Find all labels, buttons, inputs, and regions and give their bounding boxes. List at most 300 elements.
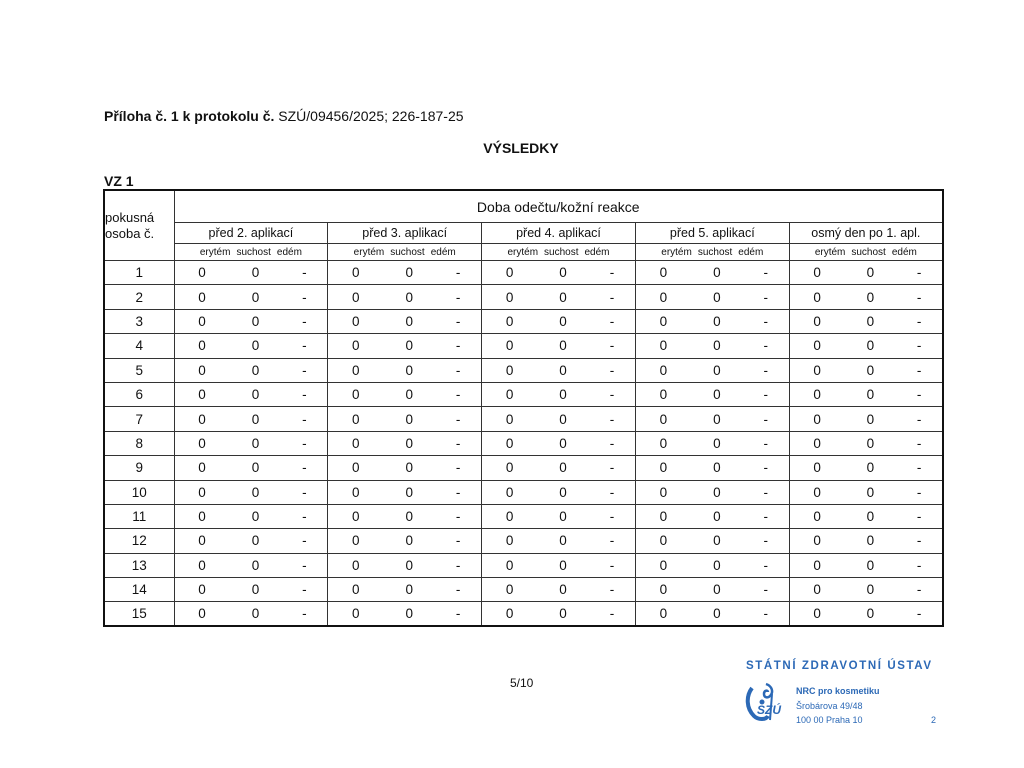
reaction-value: 0 xyxy=(659,484,668,500)
reaction-value: 0 xyxy=(559,289,567,305)
reaction-value: 0 xyxy=(505,265,514,281)
reaction-value: 0 xyxy=(352,411,360,427)
reaction-value: 0 xyxy=(713,582,721,598)
reaction-cell xyxy=(482,334,636,358)
reaction-value: 0 xyxy=(198,582,206,598)
table-row xyxy=(104,261,943,285)
table-row xyxy=(104,285,943,309)
person-header-line1: pokusná xyxy=(105,209,155,225)
reaction-value: 0 xyxy=(251,265,260,281)
table-row xyxy=(104,578,943,602)
reaction-value: - xyxy=(916,484,922,500)
application-header: před 4. aplikací xyxy=(482,223,636,244)
reaction-value: 0 xyxy=(405,533,414,549)
reaction-cell xyxy=(635,504,789,528)
reaction-value: - xyxy=(916,362,922,378)
reaction-value: 0 xyxy=(559,582,567,598)
logo-text: SZÚ xyxy=(757,703,781,717)
reaction-value: 0 xyxy=(813,582,821,598)
reaction-value: 0 xyxy=(505,338,514,354)
reaction-value: - xyxy=(916,411,922,427)
person-number: 6 xyxy=(104,382,174,406)
protocol-number: SZÚ/09456/2025; 226-187-25 xyxy=(278,108,464,124)
reaction-value: - xyxy=(916,387,922,403)
person-number: 1 xyxy=(104,261,174,285)
reaction-value: 0 xyxy=(352,460,360,476)
reaction-cell xyxy=(174,285,328,309)
reaction-value: 0 xyxy=(352,387,360,403)
reaction-value: 0 xyxy=(659,533,668,549)
reaction-value: - xyxy=(302,313,307,329)
reaction-value: - xyxy=(916,265,922,281)
reaction-value: 0 xyxy=(713,387,721,403)
reaction-value: - xyxy=(302,362,307,378)
reaction-value: 0 xyxy=(866,411,875,427)
reaction-value: 0 xyxy=(713,460,721,476)
reaction-value: 0 xyxy=(559,362,567,378)
reaction-cell xyxy=(482,309,636,333)
reaction-value: 0 xyxy=(352,509,360,525)
reaction-value: 0 xyxy=(251,313,260,329)
reaction-cell xyxy=(328,358,482,382)
reaction-value: 0 xyxy=(405,606,414,622)
reaction-value: 0 xyxy=(813,606,821,622)
reaction-value: - xyxy=(763,606,768,622)
reaction-value: 0 xyxy=(505,557,514,573)
reaction-cell xyxy=(174,578,328,602)
reaction-value: - xyxy=(609,509,615,525)
reaction-value: - xyxy=(455,289,461,305)
reaction-value: 0 xyxy=(505,460,514,476)
reaction-value: - xyxy=(763,484,768,500)
reaction-cell xyxy=(174,529,328,553)
reaction-label: erytém xyxy=(507,246,539,258)
reaction-value: 0 xyxy=(251,582,260,598)
reaction-value: 0 xyxy=(866,582,875,598)
reaction-value: - xyxy=(455,484,461,500)
reaction-value: - xyxy=(609,460,615,476)
reaction-value: 0 xyxy=(866,387,875,403)
reaction-value: 0 xyxy=(405,582,414,598)
reaction-value: 0 xyxy=(813,509,821,525)
reaction-cell xyxy=(328,504,482,528)
reaction-value: 0 xyxy=(813,557,821,573)
reaction-value: - xyxy=(302,289,307,305)
reaction-value: 0 xyxy=(352,484,360,500)
table-row xyxy=(104,504,943,528)
reaction-value: 0 xyxy=(405,435,414,451)
reaction-value: 0 xyxy=(405,265,414,281)
reaction-value: - xyxy=(455,265,461,281)
reaction-value: 0 xyxy=(505,289,514,305)
person-column-header xyxy=(104,190,174,261)
reaction-value: 0 xyxy=(352,582,360,598)
reaction-value: 0 xyxy=(813,411,821,427)
reaction-value: 0 xyxy=(198,338,206,354)
reaction-value: 0 xyxy=(251,435,260,451)
reaction-value: 0 xyxy=(866,289,875,305)
reaction-value: 0 xyxy=(559,435,567,451)
reaction-value: - xyxy=(302,460,307,476)
reaction-value: - xyxy=(609,313,615,329)
reaction-cell xyxy=(328,407,482,431)
reaction-value: 0 xyxy=(866,460,875,476)
reaction-cell xyxy=(174,382,328,406)
reaction-value: 0 xyxy=(866,557,875,573)
reaction-value: 0 xyxy=(352,435,360,451)
reaction-value: - xyxy=(455,509,461,525)
reaction-value: 0 xyxy=(505,387,514,403)
reaction-value: 0 xyxy=(713,533,721,549)
reaction-value: - xyxy=(609,411,615,427)
person-number: 7 xyxy=(104,407,174,431)
reaction-cell xyxy=(328,285,482,309)
reaction-subheader xyxy=(789,244,943,261)
reaction-value: 0 xyxy=(813,265,821,281)
reaction-value: - xyxy=(763,338,768,354)
reaction-value: - xyxy=(916,289,922,305)
person-number: 5 xyxy=(104,358,174,382)
reaction-value: 0 xyxy=(251,460,260,476)
reaction-value: 0 xyxy=(866,484,875,500)
reaction-cell xyxy=(635,431,789,455)
reaction-value: - xyxy=(302,509,307,525)
reaction-value: - xyxy=(302,606,307,622)
reaction-value: 0 xyxy=(813,435,821,451)
reaction-value: 0 xyxy=(713,557,721,573)
reaction-value: - xyxy=(916,435,922,451)
reaction-cell xyxy=(789,309,943,333)
reaction-value: 0 xyxy=(251,362,260,378)
reaction-value: 0 xyxy=(866,265,875,281)
reaction-cell xyxy=(789,334,943,358)
reaction-cell xyxy=(482,407,636,431)
reaction-value: - xyxy=(763,289,768,305)
person-number: 9 xyxy=(104,456,174,480)
reaction-cell xyxy=(328,602,482,626)
table-row xyxy=(104,309,943,333)
reaction-value: 0 xyxy=(866,313,875,329)
reaction-value: 0 xyxy=(866,533,875,549)
reaction-value: - xyxy=(763,557,768,573)
reaction-value: 0 xyxy=(505,313,514,329)
reaction-cell xyxy=(789,382,943,406)
reaction-value: - xyxy=(916,557,922,573)
reaction-cell xyxy=(174,309,328,333)
reaction-value: 0 xyxy=(813,533,821,549)
reaction-value: 0 xyxy=(813,289,821,305)
reaction-label: suchost xyxy=(390,246,425,258)
reaction-cell xyxy=(328,431,482,455)
person-number: 11 xyxy=(104,504,174,528)
reaction-value: 0 xyxy=(659,435,668,451)
person-number: 10 xyxy=(104,480,174,504)
reaction-value: 0 xyxy=(866,338,875,354)
reaction-value: 0 xyxy=(198,411,206,427)
reaction-value: 0 xyxy=(505,533,514,549)
reaction-cell xyxy=(174,407,328,431)
reaction-value: - xyxy=(916,582,922,598)
reaction-value: - xyxy=(916,606,922,622)
reaction-value: 0 xyxy=(198,533,206,549)
reaction-value: - xyxy=(763,509,768,525)
reaction-value: - xyxy=(302,582,307,598)
reaction-value: 0 xyxy=(866,362,875,378)
reaction-value: - xyxy=(302,338,307,354)
reaction-cell xyxy=(482,285,636,309)
reaction-value: 0 xyxy=(659,362,668,378)
reaction-value: 0 xyxy=(659,265,668,281)
reaction-value: - xyxy=(916,460,922,476)
reaction-value: 0 xyxy=(405,557,414,573)
reaction-value: 0 xyxy=(659,582,668,598)
reaction-label: erytém xyxy=(814,246,846,258)
reaction-value: - xyxy=(916,509,922,525)
table-row xyxy=(104,602,943,626)
reaction-value: - xyxy=(763,387,768,403)
person-number: 3 xyxy=(104,309,174,333)
reaction-value: 0 xyxy=(251,557,260,573)
reaction-value: - xyxy=(763,435,768,451)
reaction-cell xyxy=(482,480,636,504)
reaction-label: edém xyxy=(891,246,917,258)
reaction-value: 0 xyxy=(352,557,360,573)
person-number: 4 xyxy=(104,334,174,358)
reaction-value: - xyxy=(455,387,461,403)
reaction-value: 0 xyxy=(405,313,414,329)
table-row xyxy=(104,334,943,358)
reaction-value: 0 xyxy=(659,606,668,622)
reaction-cell xyxy=(635,456,789,480)
reaction-value: 0 xyxy=(251,338,260,354)
reaction-cell xyxy=(482,504,636,528)
reaction-value: 0 xyxy=(251,606,260,622)
reaction-cell xyxy=(174,261,328,285)
reaction-value: 0 xyxy=(198,362,206,378)
reaction-value: 0 xyxy=(198,557,206,573)
reaction-value: 0 xyxy=(559,557,567,573)
reaction-value: 0 xyxy=(405,338,414,354)
reaction-cell xyxy=(328,578,482,602)
reaction-value: 0 xyxy=(505,606,514,622)
reaction-value: 0 xyxy=(713,435,721,451)
reaction-value: 0 xyxy=(405,484,414,500)
reaction-cell xyxy=(635,480,789,504)
reaction-value: - xyxy=(302,533,307,549)
application-header: osmý den po 1. apl. xyxy=(789,223,943,244)
reaction-value: 0 xyxy=(251,387,260,403)
reaction-value: - xyxy=(609,533,615,549)
page-number: 5/10 xyxy=(510,676,534,690)
reaction-cell xyxy=(174,358,328,382)
reaction-label: edém xyxy=(738,246,764,258)
reaction-value: 0 xyxy=(713,313,721,329)
reaction-value: 0 xyxy=(405,460,414,476)
reaction-cell xyxy=(482,602,636,626)
reaction-value: - xyxy=(609,557,615,573)
stamp-institute-name: STÁTNÍ ZDRAVOTNÍ ÚSTAV xyxy=(746,660,933,672)
table-row xyxy=(104,456,943,480)
reaction-value: - xyxy=(916,533,922,549)
reaction-subheader xyxy=(174,244,328,261)
reaction-cell xyxy=(635,529,789,553)
reaction-label: edém xyxy=(584,246,610,258)
reaction-value: - xyxy=(609,338,615,354)
reaction-value: 0 xyxy=(713,509,721,525)
person-header-line2: osoba č. xyxy=(105,225,155,241)
reaction-value: - xyxy=(763,411,768,427)
reaction-value: 0 xyxy=(713,338,721,354)
reaction-value: 0 xyxy=(559,509,567,525)
reaction-value: - xyxy=(609,582,615,598)
reaction-value: 0 xyxy=(198,265,206,281)
table-row xyxy=(104,358,943,382)
reaction-value: 0 xyxy=(713,362,721,378)
reaction-label: erytém xyxy=(661,246,692,258)
reaction-value: 0 xyxy=(251,533,260,549)
reaction-cell xyxy=(328,529,482,553)
reaction-value: 0 xyxy=(813,387,821,403)
reaction-cell xyxy=(635,285,789,309)
reaction-value: 0 xyxy=(813,460,821,476)
reaction-value: 0 xyxy=(659,387,668,403)
reaction-label: suchost xyxy=(236,246,271,258)
reaction-value: 0 xyxy=(866,606,875,622)
application-header: před 3. aplikací xyxy=(328,223,482,244)
reaction-value: - xyxy=(609,362,615,378)
reaction-value: - xyxy=(455,606,461,622)
application-header: před 5. aplikací xyxy=(635,223,789,244)
reaction-label: edém xyxy=(276,246,302,258)
reaction-value: 0 xyxy=(352,362,360,378)
reaction-value: 0 xyxy=(405,289,414,305)
reaction-cell xyxy=(789,504,943,528)
reaction-cell xyxy=(789,480,943,504)
reaction-value: 0 xyxy=(505,435,514,451)
reaction-value: 0 xyxy=(813,362,821,378)
reaction-value: - xyxy=(763,460,768,476)
reaction-cell xyxy=(174,456,328,480)
stamp-number: 2 xyxy=(931,715,937,725)
reaction-value: 0 xyxy=(713,289,721,305)
table-row xyxy=(104,382,943,406)
reaction-value: - xyxy=(763,362,768,378)
reaction-value: 0 xyxy=(559,533,567,549)
reaction-label: suchost xyxy=(851,246,886,258)
section-label: VZ 1 xyxy=(104,173,134,189)
application-header: před 2. aplikací xyxy=(174,223,328,244)
person-number: 13 xyxy=(104,553,174,577)
reaction-value: - xyxy=(609,606,615,622)
reaction-value: 0 xyxy=(251,484,260,500)
reaction-value: 0 xyxy=(559,265,567,281)
reaction-cell xyxy=(174,553,328,577)
reaction-value: 0 xyxy=(405,387,414,403)
reaction-value: - xyxy=(302,557,307,573)
reaction-value: 0 xyxy=(251,411,260,427)
reaction-cell xyxy=(328,261,482,285)
person-number: 8 xyxy=(104,431,174,455)
reaction-value: 0 xyxy=(713,484,721,500)
stamp-street: Šrobárova 49/48 xyxy=(796,701,863,711)
person-number: 2 xyxy=(104,285,174,309)
reaction-value: - xyxy=(302,387,307,403)
reaction-subheader xyxy=(635,244,789,261)
page-title: VÝSLEDKY xyxy=(483,140,559,156)
reaction-cell xyxy=(789,358,943,382)
reaction-value: 0 xyxy=(198,606,206,622)
reaction-value: - xyxy=(455,582,461,598)
reaction-value: - xyxy=(609,289,615,305)
reaction-label: edém xyxy=(430,246,456,258)
reaction-value: 0 xyxy=(559,313,567,329)
reaction-value: 0 xyxy=(559,460,567,476)
reaction-cell xyxy=(635,309,789,333)
reaction-cell xyxy=(635,602,789,626)
reaction-value: 0 xyxy=(659,557,668,573)
reaction-cell xyxy=(174,602,328,626)
reaction-cell xyxy=(789,456,943,480)
table-row xyxy=(104,480,943,504)
reaction-label: suchost xyxy=(697,246,733,258)
reaction-value: 0 xyxy=(352,289,360,305)
reaction-value: 0 xyxy=(505,484,514,500)
reaction-value: 0 xyxy=(198,460,206,476)
reaction-value: - xyxy=(609,435,615,451)
reaction-value: - xyxy=(455,411,461,427)
reaction-value: 0 xyxy=(198,289,206,305)
reaction-cell xyxy=(328,309,482,333)
reaction-value: 0 xyxy=(813,338,821,354)
reaction-value: 0 xyxy=(659,338,668,354)
reaction-cell xyxy=(789,602,943,626)
reaction-value: 0 xyxy=(559,338,567,354)
reaction-value: 0 xyxy=(251,509,260,525)
reaction-cell xyxy=(482,261,636,285)
reaction-value: 0 xyxy=(866,509,875,525)
institute-stamp xyxy=(738,658,958,748)
reaction-value: - xyxy=(916,313,922,329)
reaction-cell xyxy=(482,358,636,382)
reaction-value: - xyxy=(609,265,615,281)
reaction-value: 0 xyxy=(866,435,875,451)
reaction-value: - xyxy=(763,533,768,549)
reaction-value: 0 xyxy=(659,460,668,476)
reaction-cell xyxy=(174,480,328,504)
reaction-subheader xyxy=(328,244,482,261)
reaction-cell xyxy=(482,456,636,480)
reaction-value: 0 xyxy=(251,289,260,305)
reaction-value: 0 xyxy=(505,362,514,378)
person-number: 15 xyxy=(104,602,174,626)
reaction-cell xyxy=(482,382,636,406)
reaction-cell xyxy=(174,431,328,455)
reaction-cell xyxy=(328,480,482,504)
reaction-value: 0 xyxy=(352,338,360,354)
reaction-cell xyxy=(789,431,943,455)
reaction-value: 0 xyxy=(198,435,206,451)
reaction-cell xyxy=(482,553,636,577)
reaction-cell xyxy=(328,456,482,480)
reaction-value: 0 xyxy=(405,411,414,427)
reaction-value: - xyxy=(609,387,615,403)
reaction-value: - xyxy=(609,484,615,500)
person-number: 14 xyxy=(104,578,174,602)
reaction-value: 0 xyxy=(198,313,206,329)
reaction-cell xyxy=(635,382,789,406)
reaction-value: - xyxy=(455,533,461,549)
reaction-label: suchost xyxy=(544,246,579,258)
